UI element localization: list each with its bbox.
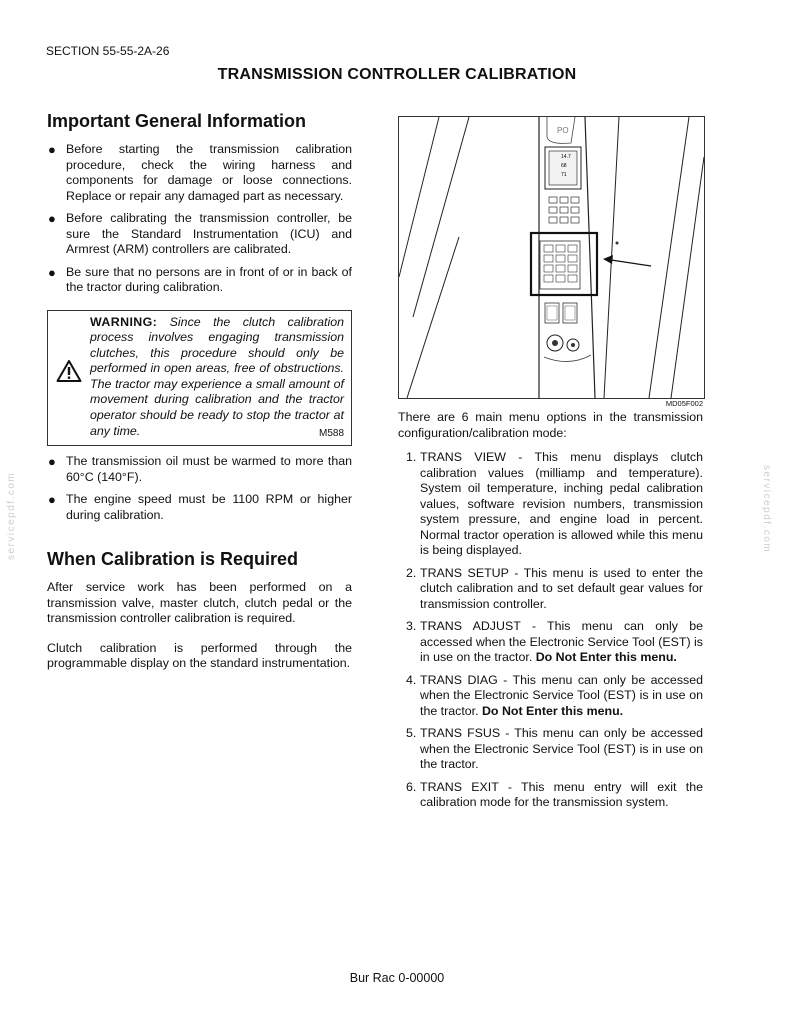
- bullet-item: ● Before calibrating the transmission controller, be sure the Standard Instrumentation (ICU) and Armrest (ARM) controllers are calibrated.: [48, 211, 352, 256]
- right-column: [398, 410, 703, 818]
- bullet-item: ● Be sure that no persons are in front of or in back of the tractor during calibration.: [48, 264, 352, 294]
- list-item: 5. TRANS FSUS - This menu can only be accessed when the Electronic Service Tool (EST) is in use on the tractor.: [406, 726, 703, 771]
- page-title: TRANSMISSION CONTROLLER CALIBRATION: [217, 66, 577, 83]
- warning-text: Since the clutch calibration process involves engaging transmission clutches, this procedure should only be performed in open areas, free of obstructions. The tractor may experience a small amount of movement during calibration and the tractor operator should be ready to stop the tractor at any time.: [90, 314, 344, 438]
- when-required-heading: When Calibration is Required: [47, 549, 299, 570]
- menu-options-list: [398, 450, 703, 811]
- conditions-bullets: [47, 454, 352, 523]
- page-footer: Bur Rac 0-00000: [349, 971, 445, 985]
- bullet-icon: ●: [48, 454, 56, 470]
- warning-label: WARNING:: [90, 314, 158, 329]
- list-item: 2. TRANS SETUP - This menu is used to enter the clutch calibration and to set default gear values for transmission controller.: [406, 565, 703, 611]
- menu-intro: There are 6 main menu options in the transmission configuration/calibration mode:: [398, 410, 703, 440]
- display-value-2: 68: [561, 163, 567, 169]
- warning-code: M588: [318, 427, 344, 439]
- left-column: [47, 111, 352, 672]
- warning-triangle-icon: [56, 359, 82, 388]
- warning-box: [47, 310, 352, 447]
- list-item: 4. TRANS DIAG - This menu can only be accessed when the Electronic Service Tool (EST) is in use on the tractor. Do Not Enter this menu.: [406, 672, 703, 718]
- general-info-bullets: [47, 142, 352, 296]
- list-item: 1. TRANS VIEW - This menu displays clutch calibration values (milliamp and temperature). System oil temperature, inching pedal calibration values, software revision numbers, transmission system pressure, and engine load in percent. Normal tractor operation is allowed while this menu is being displayed.: [406, 450, 703, 557]
- paragraph: After service work has been performed on a transmission valve, master clutch, clutch pedal or the transmission controller calibration is required.: [47, 580, 352, 626]
- display-value-1: 14.7: [561, 154, 571, 160]
- instrument-panel-figure: [398, 116, 705, 399]
- bullet-item: ● The transmission oil must be warmed to more than 60°C (140°F).: [48, 454, 352, 484]
- section-number: SECTION 55-55-2A-26: [46, 44, 170, 58]
- svg-text:PO: PO: [557, 126, 569, 135]
- bullet-icon: ●: [48, 142, 56, 157]
- bullet-item: ● Before starting the transmission calibration procedure, check the wiring harness and components for damage or loose connections. Replace or repair any damaged part as necessary.: [48, 142, 352, 203]
- general-info-heading: Important General Information: [47, 111, 307, 131]
- watermark-right: servicepdf.com: [761, 465, 772, 554]
- list-item: 3. TRANS ADJUST - This menu can only be accessed when the Electronic Service Tool (EST) is in use on the tractor. Do Not Enter this menu.: [406, 619, 703, 664]
- figure-code: MD05F002: [665, 399, 703, 408]
- list-item: 6. TRANS EXIT - This menu entry will exit the calibration mode for the transmission system.: [406, 779, 703, 809]
- instrument-panel-illustration: [399, 117, 704, 398]
- bullet-icon: ●: [48, 264, 56, 280]
- bullet-icon: ●: [48, 492, 56, 508]
- watermark-left: servicepdf.com: [6, 471, 17, 560]
- bullet-item: ● The engine speed must be 1100 RPM or higher during calibration.: [48, 492, 352, 522]
- bullet-icon: ●: [48, 211, 56, 226]
- display-value-3: 71: [561, 172, 567, 178]
- paragraph: Clutch calibration is performed through the programmable display on the standard instrumentation.: [47, 640, 352, 671]
